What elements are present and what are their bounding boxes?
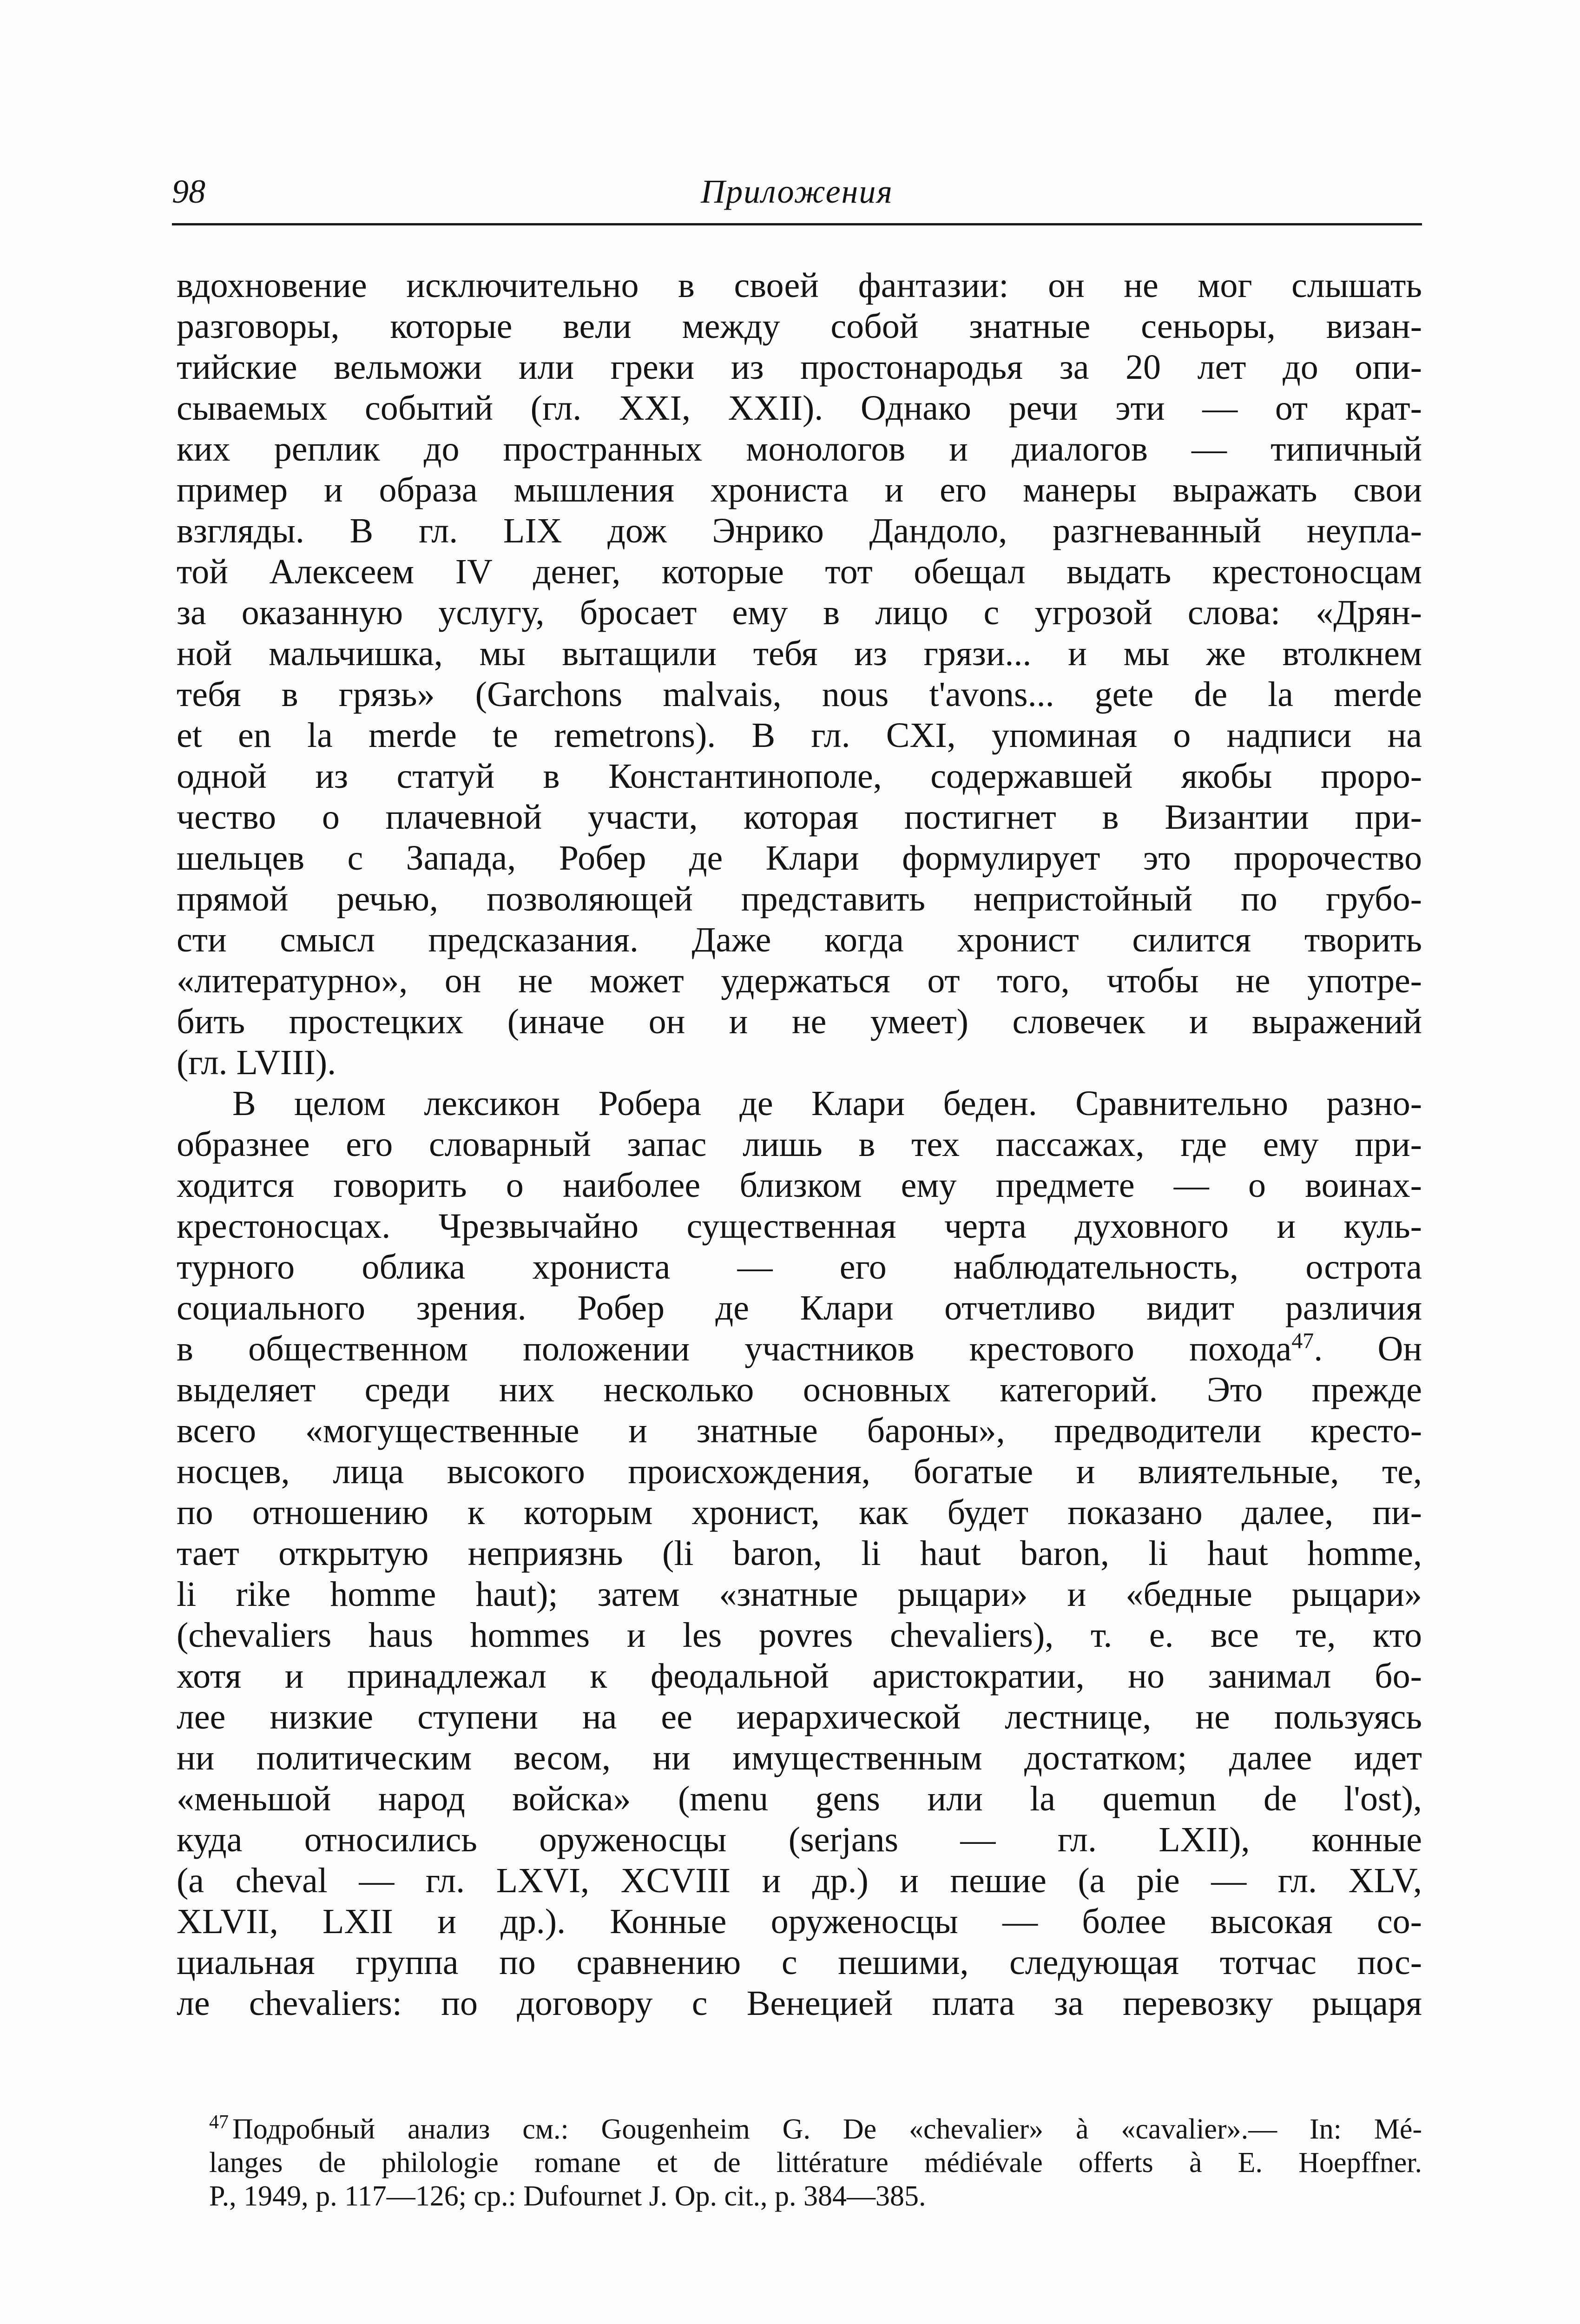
footnote-text: Подробный анализ см.: Gougenheim G. De «chevalier» à «cavalier».— In: Mé- [232,2113,1422,2145]
text-line: крестоносцах. Чрезвычайно существенная черта духовного и куль- [177,1207,1422,1246]
text-line: взгляды. В гл. LIX дож Энрико Дандоло, разгневанный неупла- [177,511,1422,550]
header-rule [172,223,1422,225]
text-line: сываемых событий (гл. XXI, XXII). Однако речи эти — от крат- [177,389,1422,428]
text-line: прямой речью, позволяющей представить непристойный по грубо- [177,879,1422,918]
text-line: ких реплик до пространных монологов и диалогов — типичный [177,429,1422,469]
text-line: одной из статуй в Константинополе, содержавшей якобы проро- [177,757,1422,796]
footnote-line: P., 1949, p. 117—126; ср.: Dufournet J. Op. cit., p. 384—385. [209,2180,926,2212]
footnote-reference[interactable]: 47 [1291,1328,1314,1353]
paragraph-1 [177,265,1422,1083]
footnote-mark: 47 [209,2112,229,2133]
text-line: циальная группа по сравнению с пешими, следующая тотчас пос- [177,1943,1422,1982]
text-line: тийские вельможи или греки из простонародья за 20 лет до опи- [177,348,1422,387]
text-line: образнее его словарный запас лишь в тех пассажах, где ему при- [177,1125,1422,1164]
footnote-line [209,2113,1422,2146]
text-line: лее низкие ступени на ее иерархической лестнице, не пользуясь [177,1697,1422,1736]
text-line: ни политическим весом, ни имущественным достатком; далее идет [177,1738,1422,1777]
text-line: li rike homme haut); затем «знатные рыцари» и «бедные рыцари» [177,1575,1422,1614]
paragraph-2 [177,1083,1422,2024]
text-line: «литературно», он не может удержаться от того, чтобы не употре- [177,961,1422,1000]
text-line: выделяет среди них несколько основных категорий. Это прежде [177,1370,1422,1409]
text-line: сти смысл предсказания. Даже когда хронист силится творить [177,920,1422,959]
text-line: В целом лексикон Робера де Клари беден. Сравнительно разно- [232,1084,1422,1123]
text-line: XLVII, LXII и др.). Конные оруженосцы — более высокая со- [177,1902,1422,1941]
text-line: хотя и принадлежал к феодальной аристократии, но занимал бо- [177,1657,1422,1696]
text-line: чество о плачевной участи, которая постигнет в Византии при- [177,798,1422,837]
page-number: 98 [172,173,205,210]
text-line: той Алексеем IV денег, которые тот обещал выдать крестоносцам [177,552,1422,591]
text-line: ной мальчишка, мы вытащили тебя из грязи... и мы же втолкнем [177,634,1422,673]
text-segment: в общественном положении участников крестового похода [177,1329,1292,1368]
text-line: всего «могущественные и знатные бароны», предводители кресто- [177,1411,1422,1450]
text-line: тебя в грязь» (Garchons malvais, nous t'avons... gete de la merde [177,675,1422,714]
text-line: вдохновение исключительно в своей фантазии: он не мог слышать [177,266,1422,305]
text-line: et en la merde te remetrons). В гл. CXI, упоминая о надписи на [177,716,1422,755]
text-line: носцев, лица высокого происхождения, богатые и влиятельные, те, [177,1452,1422,1491]
footnotes [209,2113,1422,2213]
text-segment: . Он [1314,1329,1422,1368]
text-line: тает открытую неприязнь (li baron, li haut baron, li haut homme, [177,1534,1422,1573]
footnote-line: langes de philologie romane et de littérature médiévale offerts à E. Hoepffner. [209,2147,1422,2179]
text-line: по отношению к которым хронист, как будет показано далее, пи- [177,1493,1422,1532]
text-line: «меньшой народ войска» (menu gens или la quemun de l'ost), [177,1779,1422,1818]
text-line: бить простецких (иначе он и не умеет) словечек и выражений [177,1002,1422,1041]
text-line: (a cheval — гл. LXVI, XCVIII и др.) и пешие (a pie — гл. XLV, [177,1861,1422,1900]
text-line: пример и образа мышления хрониста и его манеры выражать свои [177,470,1422,509]
body-text [177,265,1422,2024]
text-line: разговоры, которые вели между собой знатные сеньоры, визан- [177,307,1422,346]
text-line: за оказанную услугу, бросает ему в лицо с угрозой слова: «Дрян- [177,593,1422,632]
page-header [172,168,1422,215]
running-title: Приложения [701,173,893,210]
text-line: ле chevaliers: по договору с Венецией плата за перевозку рыцаря [177,1984,1422,2023]
text-line: куда относились оруженосцы (serjans — гл. LXII), конные [177,1820,1422,1859]
text-line: ходится говорить о наиболее близком ему предмете — о воинах- [177,1166,1422,1205]
text-line: (chevaliers haus hommes и les povres chevaliers), т. е. все те, кто [177,1616,1422,1655]
text-line: шельцев с Запада, Робер де Клари формулирует это пророчество [177,838,1422,878]
text-line: (гл. LVIII). [177,1043,336,1082]
text-line: социального зрения. Робер де Клари отчетливо видит различия [177,1288,1422,1327]
text-line: турного облика хрониста — его наблюдательность, острота [177,1248,1422,1287]
text-line-with-footnote [177,1328,1422,1369]
